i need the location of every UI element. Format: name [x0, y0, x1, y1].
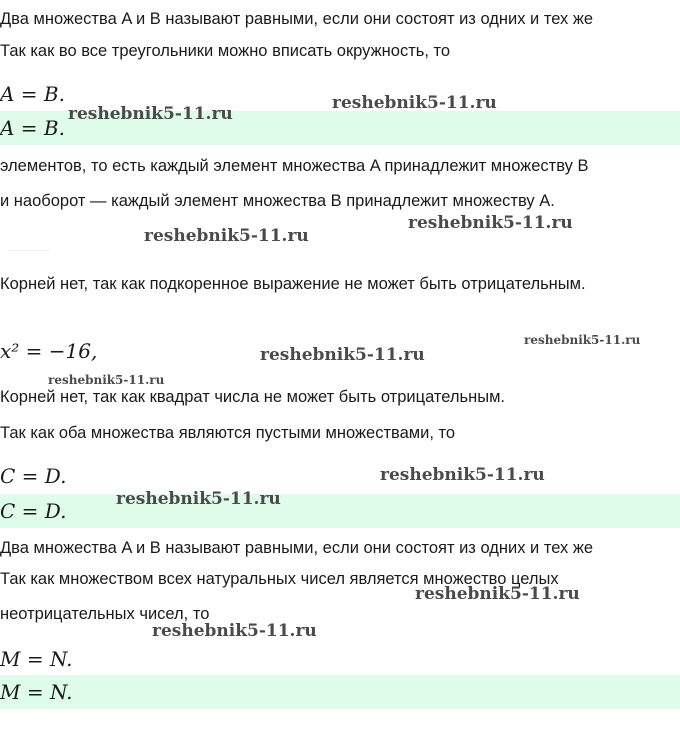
watermark: reshebnik5-11.ru — [152, 621, 317, 641]
formula-c-equals-d-highlighted: C = D. — [0, 499, 67, 523]
watermark: reshebnik5-11.ru — [415, 584, 580, 604]
watermark: reshebnik5-11.ru — [380, 465, 545, 485]
divider — [8, 250, 50, 251]
text-line-nonnegative-integers: неотрицательных чисел, то — [0, 605, 210, 623]
formula-a-equals-b-highlighted: A = B. — [0, 116, 65, 140]
text-line-no-roots-square: Корней нет, так как квадрат числа не может быть отрицательным. — [0, 388, 506, 406]
formula-x-squared-minus-16: x² = −16, — [0, 339, 98, 363]
text-line-triangles-inscribed: Так как во все треугольники можно вписать окружность, то — [0, 42, 451, 60]
highlight-band-m-equals-n — [0, 675, 680, 709]
text-line-both-sets-empty: Так как оба множества являются пустыми множествами, то — [0, 424, 456, 442]
text-line-vice-versa: и наоборот — каждый элемент множества B принадлежит множеству A. — [0, 192, 555, 210]
watermark: reshebnik5-11.ru — [408, 213, 573, 233]
text-line-elements-belong: элементов, то есть каждый элемент множества A принадлежит множеству B — [0, 157, 589, 175]
text-line-natural-numbers: Так как множеством всех натуральных чисел является множество целых — [0, 570, 559, 588]
formula-c-equals-d: C = D. — [0, 464, 67, 488]
text-line-equal-sets-definition: Два множества A и B называют равными, если они состоят из одних и тех же — [0, 10, 594, 28]
highlight-band-c-equals-d — [0, 494, 680, 528]
watermark: reshebnik5-11.ru — [116, 489, 281, 509]
formula-m-equals-n-highlighted: M = N. — [0, 680, 73, 704]
watermark: reshebnik5-11.ru — [332, 93, 497, 113]
text-line-no-roots-radicand: Корней нет, так как подкоренное выражение не может быть отрицательным. — [0, 275, 586, 293]
formula-a-equals-b: A = B. — [0, 82, 65, 106]
text-line-equal-sets-definition-repeat: Два множества A и B называют равными, если они состоят из одних и тех же — [0, 539, 594, 557]
watermark: reshebnik5-11.ru — [144, 226, 309, 246]
formula-m-equals-n: M = N. — [0, 647, 73, 671]
watermark: reshebnik5-11.ru — [48, 373, 165, 387]
watermark: reshebnik5-11.ru — [524, 333, 641, 347]
watermark: reshebnik5-11.ru — [260, 345, 425, 365]
watermark: reshebnik5-11.ru — [68, 104, 233, 124]
